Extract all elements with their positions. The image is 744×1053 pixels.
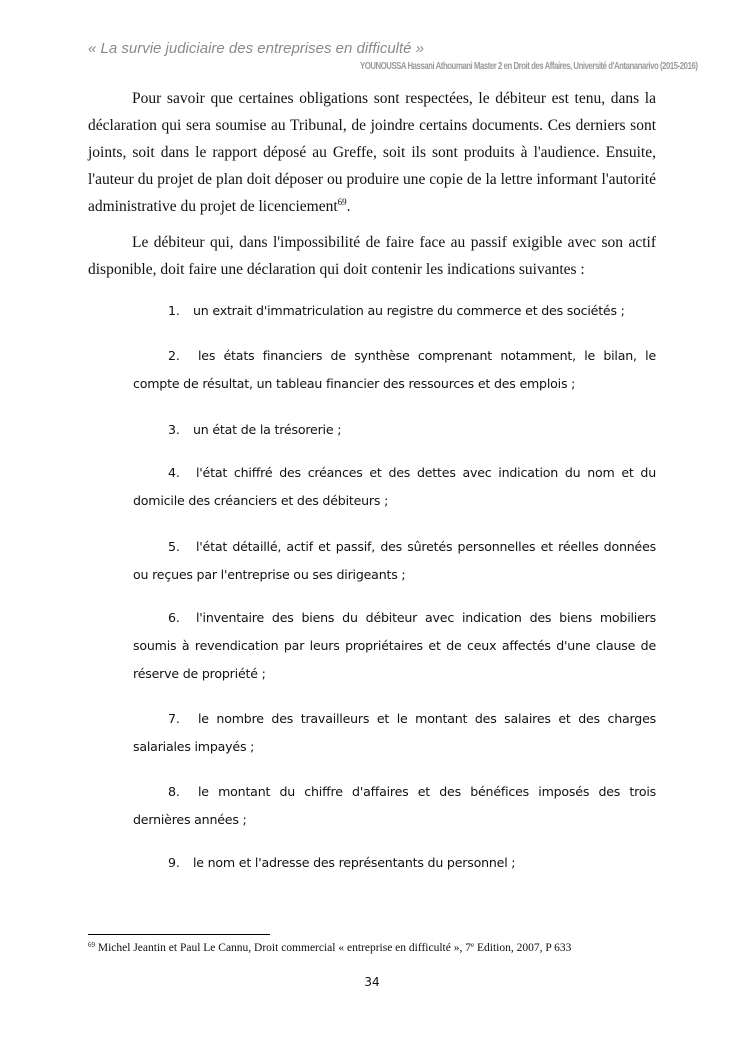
list-number: 6.	[168, 610, 180, 625]
list-item-text: un extrait d'immatriculation au registre du commerce et des sociétés ;	[193, 303, 625, 318]
footnote	[88, 941, 688, 955]
body-paragraph	[88, 229, 656, 283]
paragraph-text: Pour savoir que certaines obligations sont respectées, le débiteur est tenu, dans la déclaration qui sera soumise au Tribunal, de joindre certains documents. Ces derniers sont joints, soit dans le rapport déposé au Greffe, soit ils sont produits à l'audience. Ensuite, l'auteur du projet de plan doit déposer ou produire une copie de la lettre informant l'autorité administrative du projet de licenciement	[88, 90, 656, 215]
list-number: 2.	[168, 348, 180, 363]
list-item	[133, 459, 656, 515]
footnote-text: Michel Jeantin et Paul Le Cannu, Droit commercial « entreprise en difficulté », 7	[97, 942, 471, 954]
list-number: 8.	[168, 784, 180, 799]
list-item-text: le nom et l'adresse des représentants du personnel ;	[193, 855, 516, 870]
list-item-text: l'état chiffré des créances et des dettes avec indication du nom et du domicile des créanciers et des débiteurs ;	[133, 465, 656, 508]
list-item	[133, 705, 656, 761]
list-item	[133, 849, 656, 877]
list-item	[133, 342, 656, 398]
footnote-number: 69	[88, 941, 95, 949]
list-item-text: l'état détaillé, actif et passif, des sûretés personnelles et réelles données ou reçues par l'entreprise ou ses dirigeants ;	[133, 539, 656, 582]
paragraph-text: Le débiteur qui, dans l'impossibilité de faire face au passif exigible avec son actif disponible, doit faire une déclaration qui doit contenir les indications suivantes :	[88, 234, 656, 278]
body-paragraph	[88, 85, 656, 220]
list-number: 4.	[168, 465, 180, 480]
list-item	[133, 297, 656, 325]
list-number: 3.	[168, 422, 180, 437]
footnote-reference: 69	[337, 197, 347, 207]
list-item-text: un état de la trésorerie ;	[193, 422, 342, 437]
list-item	[133, 604, 656, 688]
footnote-text-end: Edition, 2007, P 633	[474, 942, 572, 954]
page-number: 34	[364, 975, 380, 989]
list-number: 5.	[168, 539, 180, 554]
list-item-text: les états financiers de synthèse comprenant notamment, le bilan, le compte de résultat, un tableau financier des ressources et des emplois ;	[133, 348, 656, 391]
list-item	[133, 416, 656, 444]
list-item-text: l'inventaire des biens du débiteur avec indication des biens mobiliers soumis à revendication par leurs propriétaires et de ceux affectés d'une clause de réserve de propriété ;	[133, 610, 656, 681]
list-number: 1.	[168, 303, 180, 318]
running-header-title: « La survie judiciaire des entreprises en difficulté »	[88, 40, 425, 57]
list-item	[133, 778, 656, 834]
list-number: 7.	[168, 711, 180, 726]
list-item-text: le nombre des travailleurs et le montant des salaires et des charges salariales impayés ;	[133, 711, 656, 754]
list-item-text: le montant du chiffre d'affaires et des bénéfices imposés des trois dernières années ;	[133, 784, 656, 827]
paragraph-end: .	[346, 198, 351, 215]
footnote-superscript: e	[470, 941, 475, 949]
footnote-separator	[88, 934, 270, 935]
running-header-author: YOUNOUSSA Hassani Athoumani Master 2 en Droit des Affaires, Université d'Antananarivo (2015-2016)	[360, 60, 698, 72]
list-item	[133, 533, 656, 589]
list-number: 9.	[168, 855, 180, 870]
